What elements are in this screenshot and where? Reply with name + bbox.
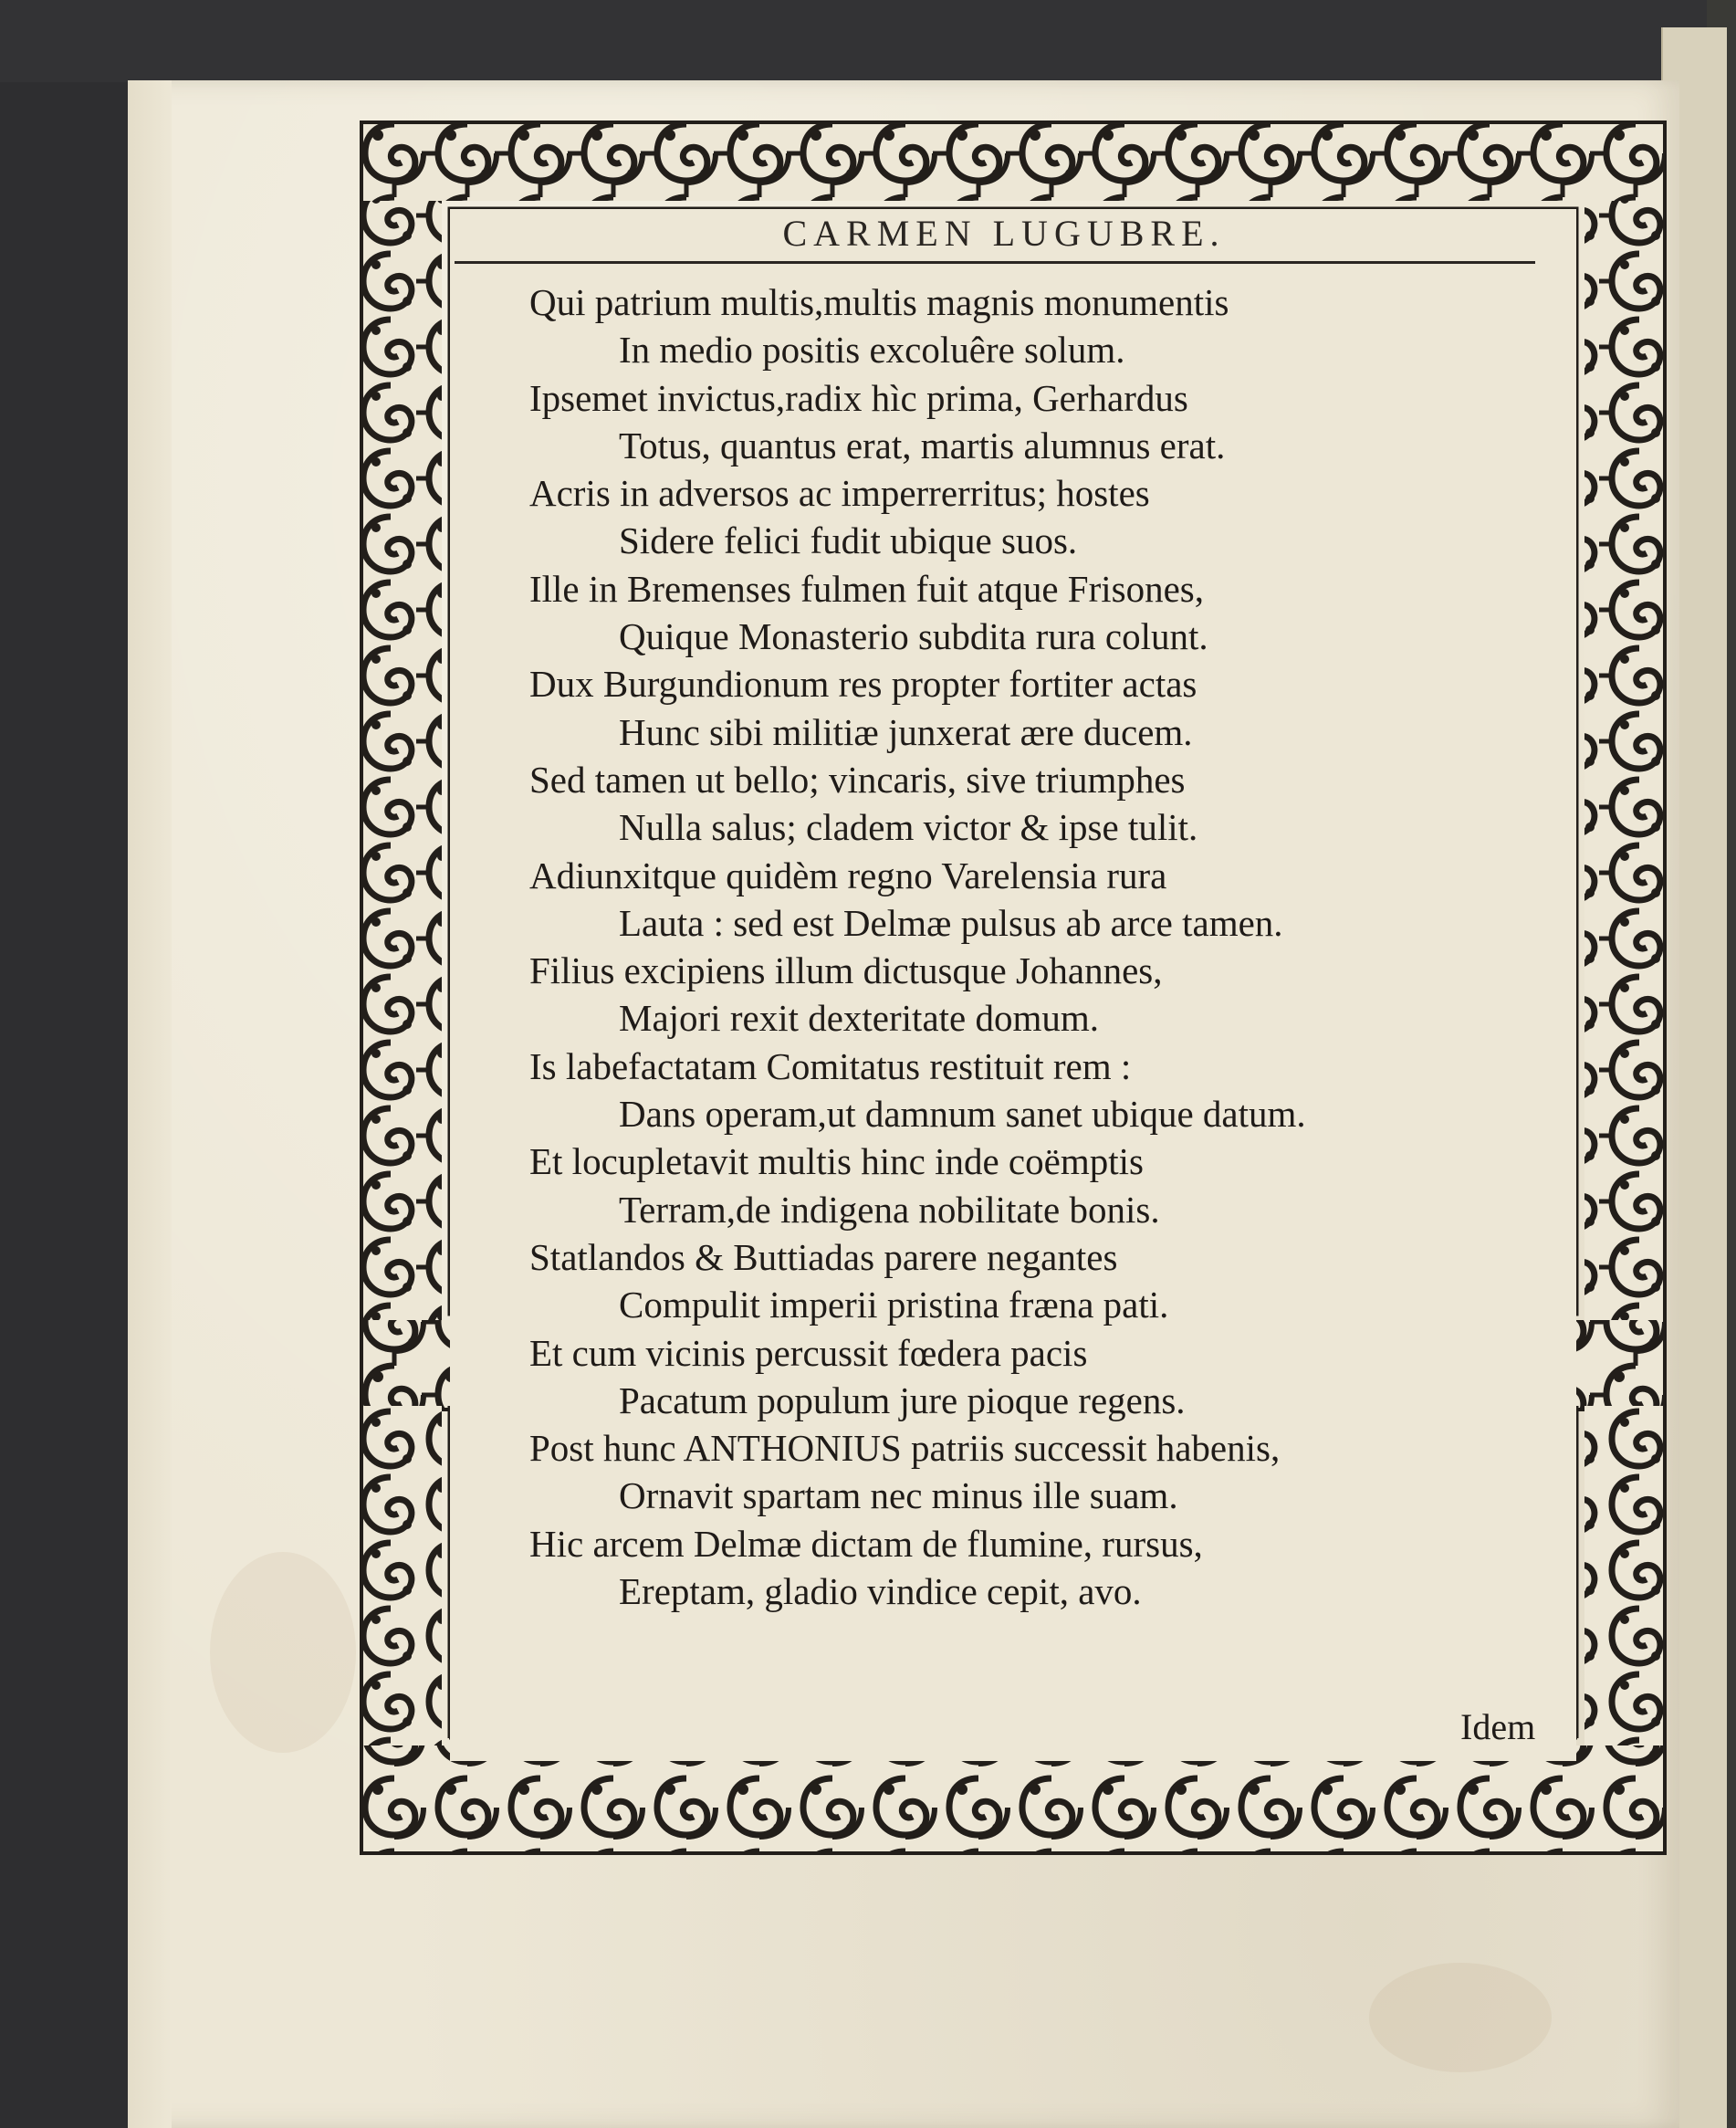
verse-line: Terram,de indigena nobilitate bonis. (619, 1188, 1160, 1231)
verse-line: Hunc sibi militiæ junxerat ære ducem. (619, 710, 1193, 753)
verse-line: Totus, quantus erat, martis alumnus erat. (619, 424, 1226, 466)
verse-line: Ipsemet invictus,radix hìc prima, Gerhardus (529, 376, 1188, 419)
verse-line: Adiunxitque quidèm regno Varelensia rura (529, 854, 1167, 896)
verse-line: Lauta : sed est Delmæ pulsus ab arce tamen. (619, 901, 1283, 944)
verse-line: Et cum vicinis percussit fœdera pacis (529, 1331, 1088, 1374)
page-deckle-edge (128, 80, 172, 2128)
verse-line: Et locupletavit multis hinc inde coëmptis (529, 1140, 1144, 1183)
verse-line: Dux Burgundionum res propter fortiter actas (529, 663, 1197, 706)
verse-line: Statlandos & Buttiadas parere negantes (529, 1235, 1118, 1278)
verse-line: Hic arcem Delmæ dictam de flumine, rursus, (529, 1522, 1203, 1565)
verse-line: Sed tamen ut bello; vincaris, sive triumphes (529, 758, 1186, 801)
verse-line: Ereptam, gladio vindice cepit, avo. (619, 1570, 1142, 1613)
paper-stain (1369, 1963, 1552, 2072)
verse-line: In medio positis excoluêre solum. (619, 329, 1125, 372)
verse-line: Sidere felici fudit ubique suos. (619, 519, 1078, 562)
verse-line: Ornavit spartam nec minus ille suam. (619, 1474, 1178, 1517)
verse-line: Post hunc ANTHONIUS patriis successit habenis, (529, 1427, 1281, 1470)
verse-line: Quique Monasterio subdita rura colunt. (619, 615, 1208, 658)
verse-line: Is labefactatam Comitatus restituit rem : (529, 1044, 1132, 1087)
verse-line: Filius excipiens illum dictusque Johannes, (529, 949, 1163, 992)
paper-stain (210, 1552, 356, 1753)
verse-line: Acris in adversos ac imperrerritus; hostes (529, 472, 1150, 515)
header-rule (455, 261, 1535, 264)
verse-line: Qui patrium multis,multis magnis monumentis (529, 281, 1229, 323)
verse-line: Pacatum populum jure pioque regens. (619, 1378, 1186, 1421)
verse-line: Ille in Bremenses fulmen fuit atque Frisones, (529, 567, 1204, 610)
running-title: CARMEN LUGUBRE. (782, 213, 1226, 254)
verse-line: Compulit imperii pristina fræna pati. (619, 1284, 1169, 1326)
scan-backdrop (0, 0, 1736, 82)
verse-line: Dans operam,ut damnum sanet ubique datum. (619, 1093, 1306, 1136)
verse-line: Nulla salus; cladem victor & ipse tulit. (619, 806, 1198, 849)
poem-text (493, 278, 1552, 1615)
catchword: Idem (1460, 1706, 1536, 1747)
verse-line: Majori rexit dexteritate domum. (619, 997, 1100, 1040)
